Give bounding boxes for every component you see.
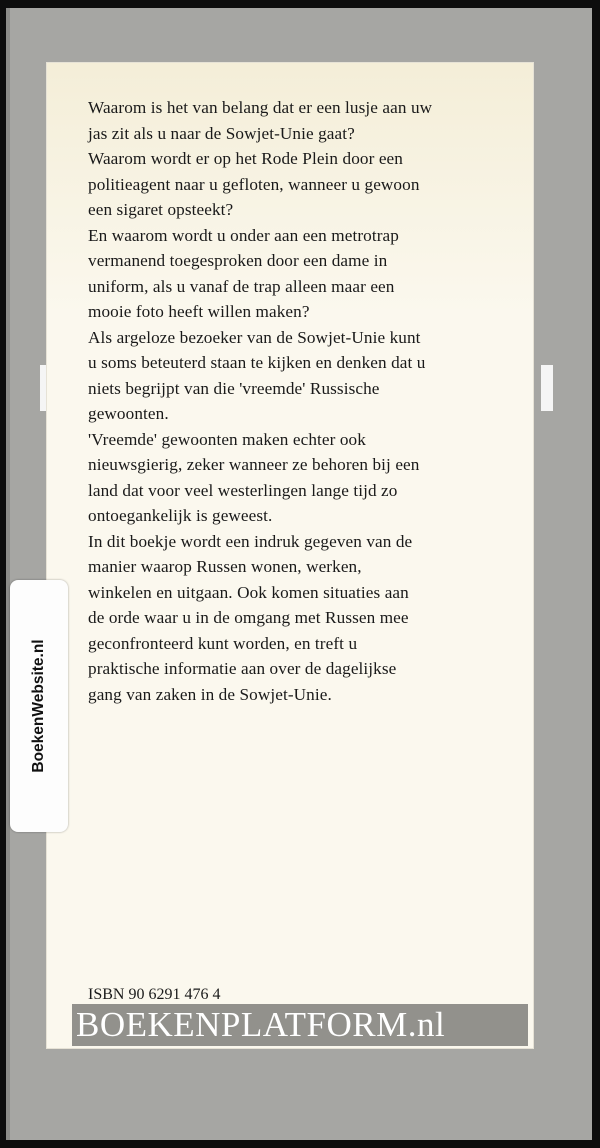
isbn-number: ISBN 90 6291 476 4 xyxy=(88,986,221,1003)
blurb-line: praktische informatie aan over de dagelijkse xyxy=(88,659,397,678)
blurb-line: 'Vreemde' gewoonten maken echter ook xyxy=(88,429,366,449)
blurb-line: vermanend toegesproken door een dame in xyxy=(88,251,388,270)
bottom-watermark: BOEKENPLATFORM.nl xyxy=(76,1005,446,1044)
blurb-line: nieuwsgierig, zeker wanneer ze behoren bij een xyxy=(88,455,420,474)
blurb-line: niets begrijpt van die 'vreemde' Russische xyxy=(88,378,380,398)
blurb-line: In dit boekje wordt een indruk gegeven van de xyxy=(88,531,413,551)
blurb-line: winkelen en uitgaan. Ook komen situaties aan xyxy=(88,582,409,602)
blurb-line: land dat voor veel westerlingen lange tijd zo xyxy=(88,480,398,500)
blurb-line: En waarom wordt u onder aan een metrotrap xyxy=(88,225,399,245)
back-cover-blurb xyxy=(88,95,508,707)
blurb-line: gang van zaken in de Sowjet-Unie. xyxy=(88,684,332,704)
blurb-line: geconfronteerd kunt worden, en treft u xyxy=(88,633,358,653)
blurb-line: mooie foto heeft willen maken? xyxy=(88,302,310,321)
cover-edge xyxy=(6,8,10,1140)
blurb-line: politieagent naar u gefloten, wanneer u gewoon xyxy=(88,174,420,194)
blurb-line: Waarom is het van belang dat er een lusje aan uw xyxy=(88,98,433,117)
blurb-line: u soms beteuterd staan te kijken en denken dat u xyxy=(88,353,426,372)
blurb-line: jas zit als u naar de Sowjet-Unie gaat? xyxy=(88,123,355,143)
blurb-line: ontoegankelijk is geweest. xyxy=(88,506,273,525)
right-tab-marker xyxy=(541,365,553,411)
side-watermark: BoekenWebsite.nl xyxy=(30,639,47,773)
blurb-line: Als argeloze bezoeker van de Sowjet-Unie kunt xyxy=(88,327,421,347)
blurb-line: een sigaret opsteekt? xyxy=(88,200,234,219)
blurb-line: de orde waar u in de omgang met Russen mee xyxy=(88,608,409,627)
blurb-line: gewoonten. xyxy=(88,404,169,423)
blurb-line: uniform, als u vanaf de trap alleen maar een xyxy=(88,276,395,296)
blurb-line: Waarom wordt er op het Rode Plein door een xyxy=(88,149,403,168)
blurb-line: manier waarop Russen wonen, werken, xyxy=(88,557,362,576)
